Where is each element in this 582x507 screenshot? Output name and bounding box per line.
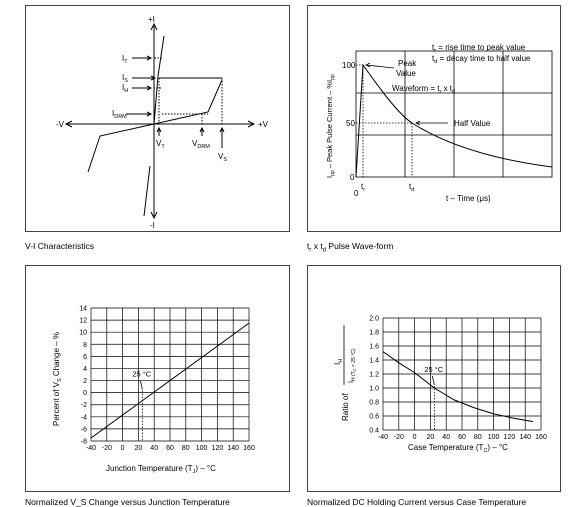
pulse-xtick-td: $t_d$ bbox=[409, 182, 415, 193]
temp1-xtick: 160 bbox=[243, 445, 255, 452]
temp1-xtick: 60 bbox=[166, 445, 174, 452]
temp1-ylabel: Percent of $V_S$ Change – % bbox=[52, 332, 63, 426]
temp1-xtick: 80 bbox=[181, 445, 190, 452]
vi-curve-reverse-on bbox=[144, 166, 150, 216]
temp1-xlabel: Junction Temperature $(T_J) - ^\circ C$ bbox=[106, 464, 216, 475]
temp2-ylabel-denominator: $I_{H (T}C = 25$ °C) bbox=[348, 348, 357, 383]
temp1-ytick: 12 bbox=[79, 317, 87, 325]
temp2-ytick: 1.2 bbox=[369, 371, 379, 379]
vi-vdrm-label: $V_{DRM}$ bbox=[192, 139, 210, 150]
temp1-ytick: 6 bbox=[83, 353, 87, 361]
vs-temperature-chart bbox=[26, 266, 291, 493]
vi-characteristics-panel bbox=[25, 5, 290, 232]
temp1-annotation-label: 25 °C bbox=[132, 369, 152, 379]
temp2-xtick: 20 bbox=[426, 434, 435, 441]
temp2-xtick: 120 bbox=[503, 434, 516, 441]
pulse-xtick-0: 0 bbox=[354, 189, 359, 198]
temp2-xtick: 80 bbox=[473, 434, 482, 441]
temp2-series-line bbox=[383, 352, 533, 422]
ih-temperature-panel bbox=[307, 265, 561, 492]
temp2-ylabel-numerator: $I_H$ bbox=[333, 358, 344, 365]
vi-minus-i-label: -I bbox=[150, 221, 155, 230]
temp1-ytick: -6 bbox=[80, 426, 87, 434]
pulse-xlabel: t – Time (μs) bbox=[446, 194, 491, 203]
pulse-waveform-label: Waveform = $t_r$ x $t_d$ bbox=[392, 84, 456, 95]
pulse-ytick-50: 50 bbox=[346, 119, 355, 128]
temp2-ytick: 1.6 bbox=[369, 343, 379, 351]
temp1-xtick: 100 bbox=[195, 445, 208, 452]
pulse-half-value-label: Half Value bbox=[454, 119, 491, 128]
temp1-ytick: -8 bbox=[80, 438, 87, 446]
vi-ih-label: $I_H$ bbox=[122, 83, 129, 94]
temp1-xtick: 120 bbox=[211, 445, 224, 452]
temp2-xtick: 40 bbox=[442, 434, 451, 441]
temp2-grid bbox=[383, 318, 541, 430]
temp1-xtick: 0 bbox=[120, 445, 125, 452]
temp2-ytick: 1.0 bbox=[369, 385, 379, 393]
vi-minus-v-label: -V bbox=[56, 120, 64, 129]
caption-4: Normalized DC Holding Current versus Case Temperature bbox=[307, 497, 527, 507]
ih-temperature-chart bbox=[308, 266, 562, 493]
vi-idrm-label: $I_{DRM}$ bbox=[112, 109, 127, 120]
temp1-xtick: 40 bbox=[150, 445, 159, 452]
temp1-ytick: 14 bbox=[79, 305, 87, 313]
vi-curve-reverse bbox=[88, 124, 154, 172]
temp1-ytick: 10 bbox=[79, 329, 87, 337]
caption-3: Normalized V_S Change versus Junction Temperature bbox=[25, 497, 230, 507]
temp2-ylabel-a: Ratio of bbox=[341, 393, 350, 421]
temp1-xtick: 140 bbox=[227, 445, 240, 452]
temp1-annotation-arrow bbox=[140, 381, 142, 390]
temp1-ytick: -2 bbox=[80, 402, 87, 410]
vi-plus-i-label: +I bbox=[148, 15, 155, 24]
temp2-xtick: 100 bbox=[487, 434, 500, 441]
temp1-xtick: -20 bbox=[101, 445, 112, 452]
temp1-ytick: 4 bbox=[83, 365, 87, 373]
pulse-xtick-tr: $t_r$ bbox=[361, 182, 366, 193]
temp2-annotation-arrow bbox=[432, 376, 434, 385]
temp2-xtick: 0 bbox=[412, 434, 417, 441]
temp2-ytick: 0.4 bbox=[369, 427, 379, 435]
pulse-legend-tr: $t_r$ = rise time to peak value bbox=[432, 43, 526, 54]
vi-vs-label: $V_S$ bbox=[218, 152, 228, 163]
pulse-waveform-svg bbox=[308, 6, 562, 233]
pulse-ylabel: $I_{pp}$ – Peak Pulse Current – $\%I_{pp}$ bbox=[325, 74, 336, 178]
pulse-peak-label: Peak bbox=[398, 59, 417, 68]
vi-curve-forward bbox=[154, 80, 222, 124]
temp2-xtick: 160 bbox=[535, 434, 547, 441]
temp2-xlabel: Case Temperature $(T_C) - ^\circ C$ bbox=[408, 443, 508, 454]
vi-it-label: $I_T$ bbox=[122, 54, 128, 65]
vi-is-label: $I_S$ bbox=[122, 73, 128, 84]
vs-temperature-panel bbox=[25, 265, 290, 492]
pulse-waveform-panel bbox=[307, 5, 561, 232]
pulse-legend-td: $t_d$ = decay time to half value bbox=[432, 54, 531, 65]
vi-characteristics-svg bbox=[26, 6, 291, 233]
temp2-xtick: 140 bbox=[519, 434, 532, 441]
vi-plus-v-label: +V bbox=[258, 120, 269, 129]
vi-curve-on-state bbox=[154, 36, 164, 124]
vi-caption: V-I Characteristics bbox=[25, 241, 94, 251]
temp2-ytick: 1.8 bbox=[369, 329, 379, 337]
temp2-xtick: -40 bbox=[377, 434, 389, 441]
temp1-ytick: 2 bbox=[83, 378, 87, 386]
temp2-annotation-label: 25 °C bbox=[424, 365, 444, 374]
vi-vt-label: $V_T$ bbox=[156, 139, 165, 150]
pulse-peak-label-2: Value bbox=[396, 69, 416, 78]
pulse-ytick-0: 0 bbox=[350, 173, 355, 182]
temp2-ytick: 1.4 bbox=[369, 357, 379, 365]
temp1-ytick: 0 bbox=[83, 390, 87, 398]
temp1-ytick: 8 bbox=[83, 341, 87, 349]
temp2-ytick: 2.0 bbox=[369, 315, 379, 323]
temp2-xtick: 60 bbox=[458, 434, 466, 441]
pulse-caption: $t_r$ x $t_d$ Pulse Wave-form bbox=[307, 241, 394, 254]
temp2-ytick: 0.8 bbox=[369, 399, 379, 407]
temp1-xtick: 20 bbox=[134, 445, 143, 452]
temp1-xtick: -40 bbox=[85, 445, 97, 452]
temp2-xtick: -20 bbox=[393, 434, 404, 441]
temp2-ytick: 0.6 bbox=[369, 413, 379, 421]
temp1-ytick: -4 bbox=[80, 414, 87, 422]
pulse-ytick-100: 100 bbox=[342, 61, 356, 70]
